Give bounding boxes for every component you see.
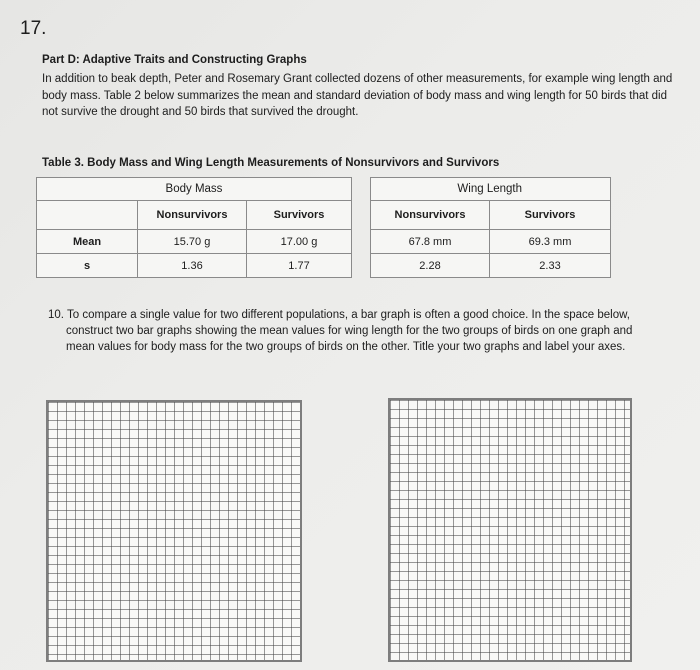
part-title: Part D: Adaptive Traits and Constructing Graphs bbox=[42, 54, 307, 66]
s-row-label: s bbox=[37, 254, 138, 278]
question-10-line3: mean values for body mass for the two groups of birds on the other. Title your two graphs and label your axes. bbox=[66, 341, 626, 353]
mean-row-label: Mean bbox=[37, 230, 138, 254]
body-mass-s-nonsurvivors: 1.36 bbox=[138, 254, 247, 278]
question-10-line2: construct two bar graphs showing the mean values for wing length for the two groups of birds on one graph and bbox=[66, 325, 633, 337]
graph-grid-right[interactable] bbox=[388, 398, 632, 662]
table-caption: Table 3. Body Mass and Wing Length Measurements of Nonsurvivors and Survivors bbox=[42, 157, 500, 169]
intro-paragraph: In addition to beak depth, Peter and Rosemary Grant collected dozens of other measurements, for example wing length and body mass. Table 2 below summarizes the mean and standard deviation of body mass and wing length for 50 birds that did not survive the drought and 50 birds that survived the drought. bbox=[42, 73, 673, 118]
wing-length-col-nonsurvivors: Nonsurvivors bbox=[371, 201, 490, 230]
wing-length-mean-nonsurvivors: 67.8 mm bbox=[371, 230, 490, 254]
question-number: 17. bbox=[20, 18, 47, 39]
body-mass-col-survivors: Survivors bbox=[247, 201, 352, 230]
wing-length-col-survivors: Survivors bbox=[490, 201, 611, 230]
table-row bbox=[37, 230, 352, 254]
body-mass-table bbox=[36, 177, 352, 278]
table-row bbox=[371, 230, 611, 254]
empty-header-cell bbox=[37, 201, 138, 230]
wing-length-mean-survivors: 69.3 mm bbox=[490, 230, 611, 254]
wing-length-s-nonsurvivors: 2.28 bbox=[371, 254, 490, 278]
body-mass-mean-nonsurvivors: 15.70 g bbox=[138, 230, 247, 254]
body-mass-col-nonsurvivors: Nonsurvivors bbox=[138, 201, 247, 230]
body-mass-header: Body Mass bbox=[37, 178, 352, 201]
table-row bbox=[371, 254, 611, 278]
question-10 bbox=[48, 307, 678, 355]
wing-length-s-survivors: 2.33 bbox=[490, 254, 611, 278]
question-10-line1: 10. To compare a single value for two different populations, a bar graph is often a good choice. In the space below, bbox=[48, 309, 630, 321]
graph-grid-left[interactable] bbox=[46, 400, 302, 662]
body-mass-mean-survivors: 17.00 g bbox=[247, 230, 352, 254]
wing-length-header: Wing Length bbox=[371, 178, 611, 201]
wing-length-table bbox=[370, 177, 611, 278]
body-mass-s-survivors: 1.77 bbox=[247, 254, 352, 278]
table-row bbox=[37, 254, 352, 278]
